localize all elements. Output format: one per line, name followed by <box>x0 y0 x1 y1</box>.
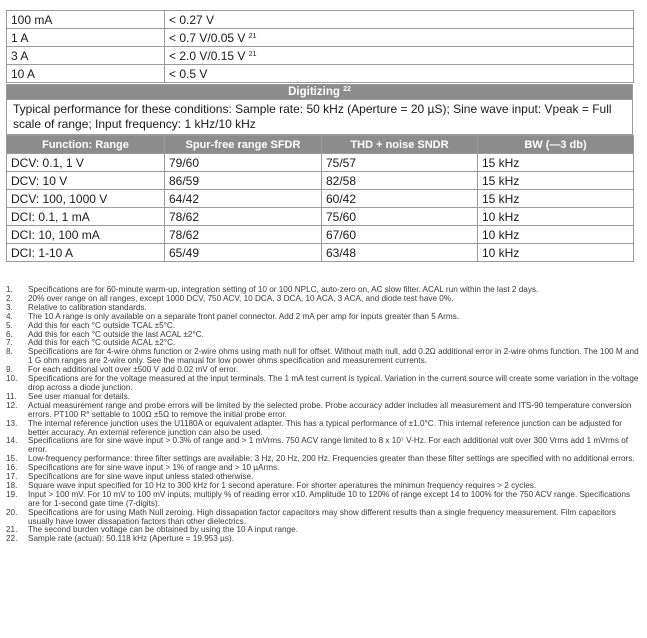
burden-value-cell <box>165 11 634 29</box>
footnote-text: Add this for each °C outside TCAL ±5°C. <box>28 320 176 330</box>
bandwidth-cell: 15 kHz <box>478 172 634 190</box>
footnote-text: 20% over range on all ranges, except 1000 DCV, 750 ACV, 10 DCA, 3 DCA, 10 ACA, 3 ACA, and diode test have 0%. <box>28 293 454 303</box>
header-sndr: THD + noise SNDR <box>322 136 478 154</box>
footnote-number: 19. <box>6 489 18 499</box>
footnote-item <box>0 437 640 455</box>
footnote-number: 3. <box>6 302 13 312</box>
function-range-cell: DCV: 100, 1000 V <box>7 190 165 208</box>
table-row <box>7 154 634 172</box>
table-row <box>7 190 634 208</box>
footnote-number: 15. <box>6 454 18 464</box>
footnote-number: 22. <box>6 534 18 544</box>
footnote-item <box>0 420 640 438</box>
footnote-number: 17. <box>6 472 18 482</box>
footnote-text: Specifications are for 60-minute warm-up, integration setting of 10 or 100 NPLC, auto-zero on, AC slow filter. ACAL run within the last 2 days. <box>28 285 539 294</box>
footnote-item <box>0 402 640 420</box>
range-cell: 100 mA <box>7 11 165 29</box>
footnote-text: The second burden voltage can be obtained by using the 10 A input range. <box>28 525 298 535</box>
footnote-ref: 21 <box>248 32 257 40</box>
sfdr-cell: 78/62 <box>165 208 322 226</box>
function-range-cell: DCI: 1-10 A <box>7 244 165 262</box>
function-range-cell: DCV: 0.1, 1 V <box>7 154 165 172</box>
sfdr-cell: 79/60 <box>165 154 322 172</box>
burden-value: < 0.27 V <box>169 12 215 27</box>
footnote-item <box>0 535 640 544</box>
range-cell: 3 A <box>7 47 165 65</box>
footnote-text: Specifications are for sine wave input unless stated otherwise. <box>28 472 254 482</box>
footnote-number: 16. <box>6 463 18 473</box>
bandwidth-cell: 10 kHz <box>478 244 634 262</box>
sndr-cell: 60/42 <box>322 190 478 208</box>
footnote-item <box>0 509 640 527</box>
sndr-cell: 63/48 <box>322 244 478 262</box>
footnote-text: Add this for each °C outside ACAL ±2°C. <box>28 338 176 348</box>
burden-value: < 0.5 V <box>169 66 208 81</box>
table-row <box>7 11 634 29</box>
table-row <box>7 208 634 226</box>
sfdr-cell: 78/62 <box>165 226 322 244</box>
burden-value-cell <box>165 29 634 47</box>
footnote-text: Low-frequency performance: three filter settings are available: 3 Hz, 20 Hz, 200 Hz. Frequencies greater than these filter settings are specified with no additional errors. <box>28 454 635 464</box>
footnote-text: The internal reference junction uses the U1180A or equivalent adapter. This has a typical performance of ±1.0°C. This internal reference junction can be adjusted for better accuracy. An external reference junction can also be used. <box>28 418 622 437</box>
footnote-item <box>0 491 640 509</box>
digitizing-title-footnote: 22 <box>343 86 351 93</box>
digitizing-conditions: Typical performance for these conditions: Sample rate: 50 kHz (Aperture = 20 µS); Sine wave input: Vpeak = Full scale of range; Input frequency: 1 kHz/10 kHz <box>6 100 633 135</box>
footnote-text: Actual measurement range and probe errors will be limited by the selected probe. Probe accuracy adder includes all measurement and ITS-90 temperature conversion errors. PT100 R° settable to 100Ω ±5Ω to remove the initial probe error. <box>28 400 632 419</box>
footnote-number: 10. <box>6 374 18 384</box>
footnote-text: Specifications are for the voltage measured at the input terminals. The 1 mA test current is typical. Variation in the current source will create some variation in the voltage drop across a diode junction. <box>28 374 639 392</box>
bandwidth-cell: 15 kHz <box>478 190 634 208</box>
sfdr-cell: 65/49 <box>165 244 322 262</box>
function-range-cell: DCI: 10, 100 mA <box>7 226 165 244</box>
footnote-number: 11. <box>6 391 17 401</box>
footnote-text: Specifications are for sine wave input > 1% of range and > 10 µArms. <box>28 463 280 473</box>
table-row <box>7 29 634 47</box>
footnote-number: 8. <box>6 347 13 357</box>
footnotes-list <box>0 286 640 544</box>
footnote-text: Square wave input specified for 10 Hz to 300 kHz for 1 second aperature. For shorter aperatures the minimun frequency requires > 2 cycles. <box>28 480 537 490</box>
burden-value: < 0.7 V/0.05 V <box>169 30 246 45</box>
sfdr-cell: 64/42 <box>165 190 322 208</box>
footnote-text: For each additional volt over ±500 V add 0.02 mV of error. <box>28 365 239 375</box>
footnote-number: 12. <box>6 400 18 410</box>
bandwidth-cell: 10 kHz <box>478 226 634 244</box>
footnote-number: 5. <box>6 320 13 330</box>
bandwidth-cell: 15 kHz <box>478 154 634 172</box>
header-function-range: Function: Range <box>7 136 165 154</box>
footnote-number: 1. <box>6 285 13 294</box>
range-cell: 10 A <box>7 65 165 83</box>
footnote-number: 13. <box>6 418 18 428</box>
footnote-text: Specifications are for sine wave input > 0.3% of range and > 1 mVrms. 750 ACV range limited to 8 x 10⁷ V-Hz. For each additional volt over 300 Vrms add 1 mVrms of error. <box>28 436 629 455</box>
burden-value-cell <box>165 65 634 83</box>
footnote-text: Sample rate (actual): 50.118 kHz (Aperture = 19.953 µs). <box>28 534 234 544</box>
digitizing-header-row <box>7 136 634 154</box>
digitizing-heading <box>6 84 633 100</box>
footnote-text: Relative to calibration standards. <box>28 302 147 312</box>
table-row <box>7 226 634 244</box>
footnote-number: 4. <box>6 311 13 321</box>
burden-value-cell <box>165 47 634 65</box>
sfdr-cell: 86/59 <box>165 172 322 190</box>
digitizing-table <box>6 135 634 262</box>
digitizing-title: Digitizing <box>288 86 340 98</box>
footnote-number: 7. <box>6 338 13 348</box>
footnote-text: The 10 A range is only available on a separate front panel connector. Add 2 mA per amp for inputs greater than 5 Arms. <box>28 311 460 321</box>
sndr-cell: 75/60 <box>322 208 478 226</box>
footnote-number: 21. <box>6 525 18 535</box>
sndr-cell: 75/57 <box>322 154 478 172</box>
header-sfdr: Spur-free range SFDR <box>165 136 322 154</box>
footnote-text: Specifications are for 4-wire ohms function or 2-wire ohms using math null for offset. Without math null, add 0.2Ω additional error in 2-wire ohms function. The 100 M and 1 G ohm ranges are 2-wire only. See the manual for low power ohms specification and measurement currents. <box>28 347 639 366</box>
function-range-cell: DCV: 10 V <box>7 172 165 190</box>
function-range-cell: DCI: 0.1, 1 mA <box>7 208 165 226</box>
sndr-cell: 82/58 <box>322 172 478 190</box>
footnote-item <box>0 348 640 366</box>
footnote-ref: 21 <box>248 50 257 58</box>
header-bandwidth: BW (—3 db) <box>478 136 634 154</box>
footnote-number: 2. <box>6 293 13 303</box>
footnote-text: Specifications are for using Math Null zeroing. High dissapation factor capacitors may show different results than a single frequency measurement. Film capacitors usually have lower dissapation factors than other dielectrics. <box>28 507 616 526</box>
footnote-number: 9. <box>6 365 13 375</box>
footnote-text: Input > 100 mV. For 10 mV to 100 mV inputs, multiply % of reading error x10. Amplitude 10 to 120% of range except 14 to 100% for the 750 ACV range. Specifications are for 1-second gate time (7-digits). <box>28 489 631 508</box>
footnote-number: 14. <box>6 436 18 446</box>
bandwidth-cell: 10 kHz <box>478 208 634 226</box>
range-cell: 1 A <box>7 29 165 47</box>
table-row <box>7 47 634 65</box>
burden-value: < 2.0 V/0.15 V <box>169 48 246 63</box>
footnote-number: 20. <box>6 507 18 517</box>
burden-voltage-table <box>6 10 634 83</box>
table-row <box>7 244 634 262</box>
table-row <box>7 172 634 190</box>
footnote-text: See user manual for details. <box>28 391 130 401</box>
sndr-cell: 67/60 <box>322 226 478 244</box>
footnote-number: 18. <box>6 480 18 490</box>
footnote-text: Add this for each °C outside the last ACAL ±2°C. <box>28 329 204 339</box>
footnote-item <box>0 375 640 393</box>
footnote-number: 6. <box>6 329 13 339</box>
table-row <box>7 65 634 83</box>
